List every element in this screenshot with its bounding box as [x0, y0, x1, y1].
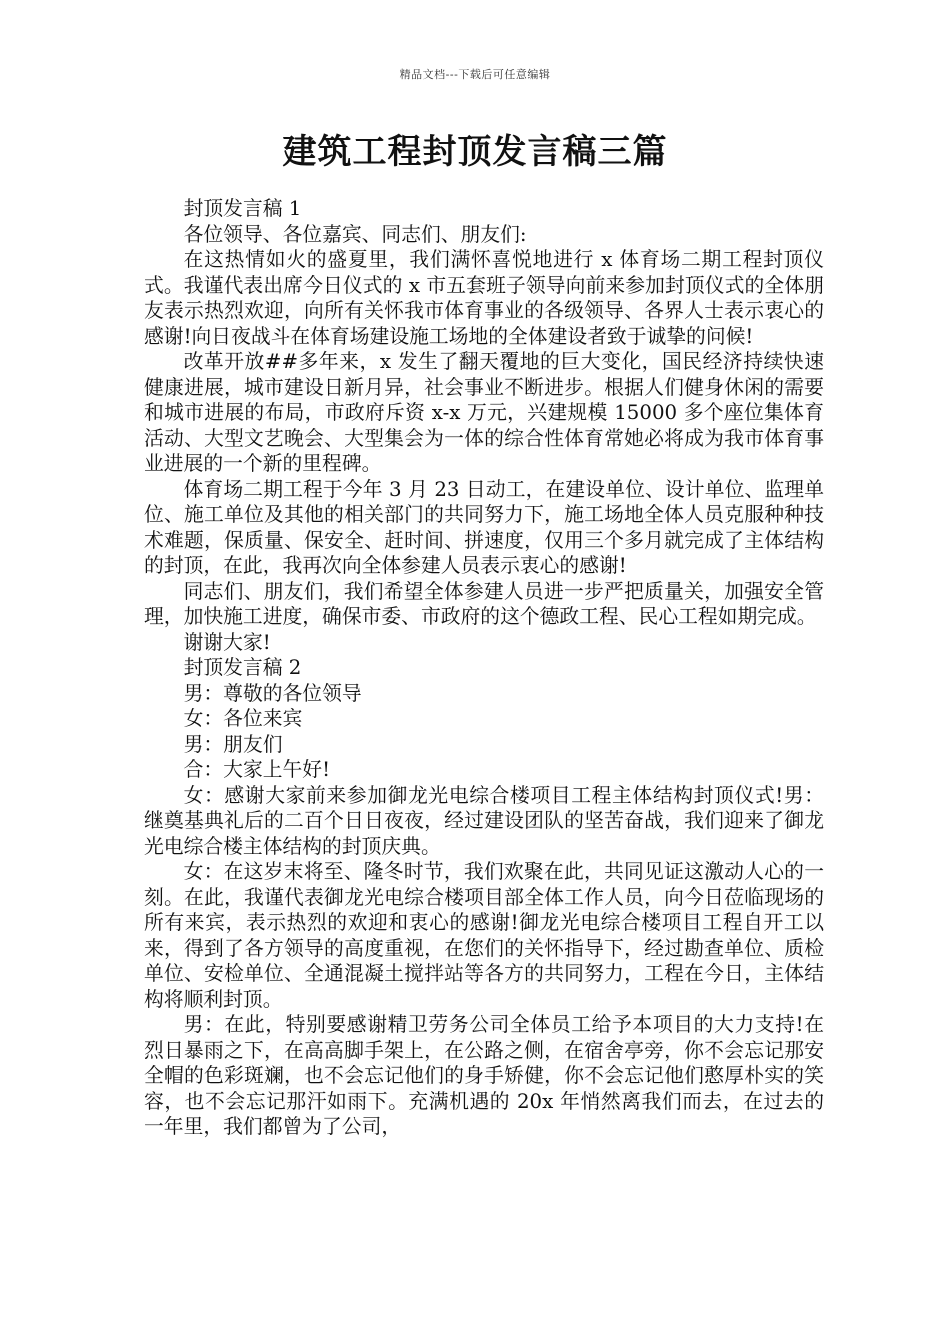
paragraph: 封顶发言稿 1 — [183, 197, 302, 220]
paragraph: 男：尊敬的各位领导 — [183, 681, 362, 705]
paragraph: 女：在这岁末将至、隆冬时节，我们欢聚在此，共同见证这激动人心的一刻。在此，我谨代表御龙光电综合楼项目部全体工作人员，向今日莅临现场的所有来宾，表示热烈的欢迎和衷心的感谢!御龙光电综合楼项目工程自开工以来，得到了各方领导的高度重视，在您们的关怀指导下，经过勘查单位、质检单位、安检单位、全通混凝土搅拌站等各方的共同努力，工程在今日，主体结构将顺利封顶。 — [144, 860, 824, 1011]
paragraph: 男：在此，特别要感谢精卫劳务公司全体员工给予本项目的大力支持!在烈日暴雨之下，在高高脚手架上，在公路之侧，在宿舍亭旁，你不会忘记那安全帽的色彩斑斓，也不会忘记他们的身手矫健，你不会忘记他们憨厚朴实的笑容，也不会忘记那汗如雨下。充满机遇的 20x 年悄然离我们而去，在过去的一年里，我们都曾为了公司， — [144, 1013, 824, 1138]
paragraph: 合：大家上午好! — [183, 758, 331, 781]
paragraph: 体育场二期工程于今年 3 月 23 日动工，在建设单位、设计单位、监理单位、施工单位及其他的相关部门的共同努力下，施工场地全体人员克服种种技术难题，保质量、保安全、赶时间、拼速度，仅用三个多月就完成了主体结构的封顶，在此，我再次向全体参建人员表示衷心的感谢! — [144, 477, 824, 577]
paragraph: 封顶发言稿 2 — [183, 656, 302, 679]
paragraph: 同志们、朋友们，我们希望全体参建人员进一步严把质量关，加强安全管理，加快施工进度，确保市委、市政府的这个德政工程、民心工程如期完成。 — [144, 579, 824, 628]
paragraph: 女：感谢大家前来参加御龙光电综合楼项目工程主体结构封顶仪式!男：继奠基典礼后的二百个日日夜夜，经过建设团队的坚苦奋战，我们迎来了御龙光电综合楼主体结构的封顶庆典。 — [144, 783, 824, 858]
paragraph: 男：朋友们 — [183, 732, 283, 756]
paragraph: 谢谢大家! — [183, 630, 271, 654]
paragraph: 改革开放##多年来，x 发生了翻天覆地的巨大变化，国民经济持续快速健康进展，城市建设日新月异，社会事业不断进步。根据人们健身休闲的需要和城市进展的布局，市政府斥资 x-x 万元，兴建规模 15000 多个座位集体育活动、大型文艺晚会、大型集会为一体的综合性体育常她必将成为我市体育事业进展的一个新的里程碑。 — [144, 350, 824, 475]
header-note: 精品文档---下载后可任意编辑 — [399, 68, 551, 81]
paragraph: 女：各位来宾 — [183, 707, 303, 730]
document-body — [144, 196, 824, 1140]
paragraph: 在这热情如火的盛夏里，我们满怀喜悦地进行 x 体育场二期工程封顶仪式。我谨代表出席今日仪式的 x 市五套班子领导向前来参加封顶仪式的全体朋友表示热烈欢迎，向所有关怀我市体育事业的各级领导、各界人士表示衷心的感谢!向日夜战斗在体育场建设施工场地的全体建设者致于诚挚的问候! — [144, 248, 824, 348]
document-title: 建筑工程封顶发言稿三篇 — [282, 132, 668, 172]
paragraph: 各位领导、各位嘉宾、同志们、朋友们: — [183, 222, 527, 246]
